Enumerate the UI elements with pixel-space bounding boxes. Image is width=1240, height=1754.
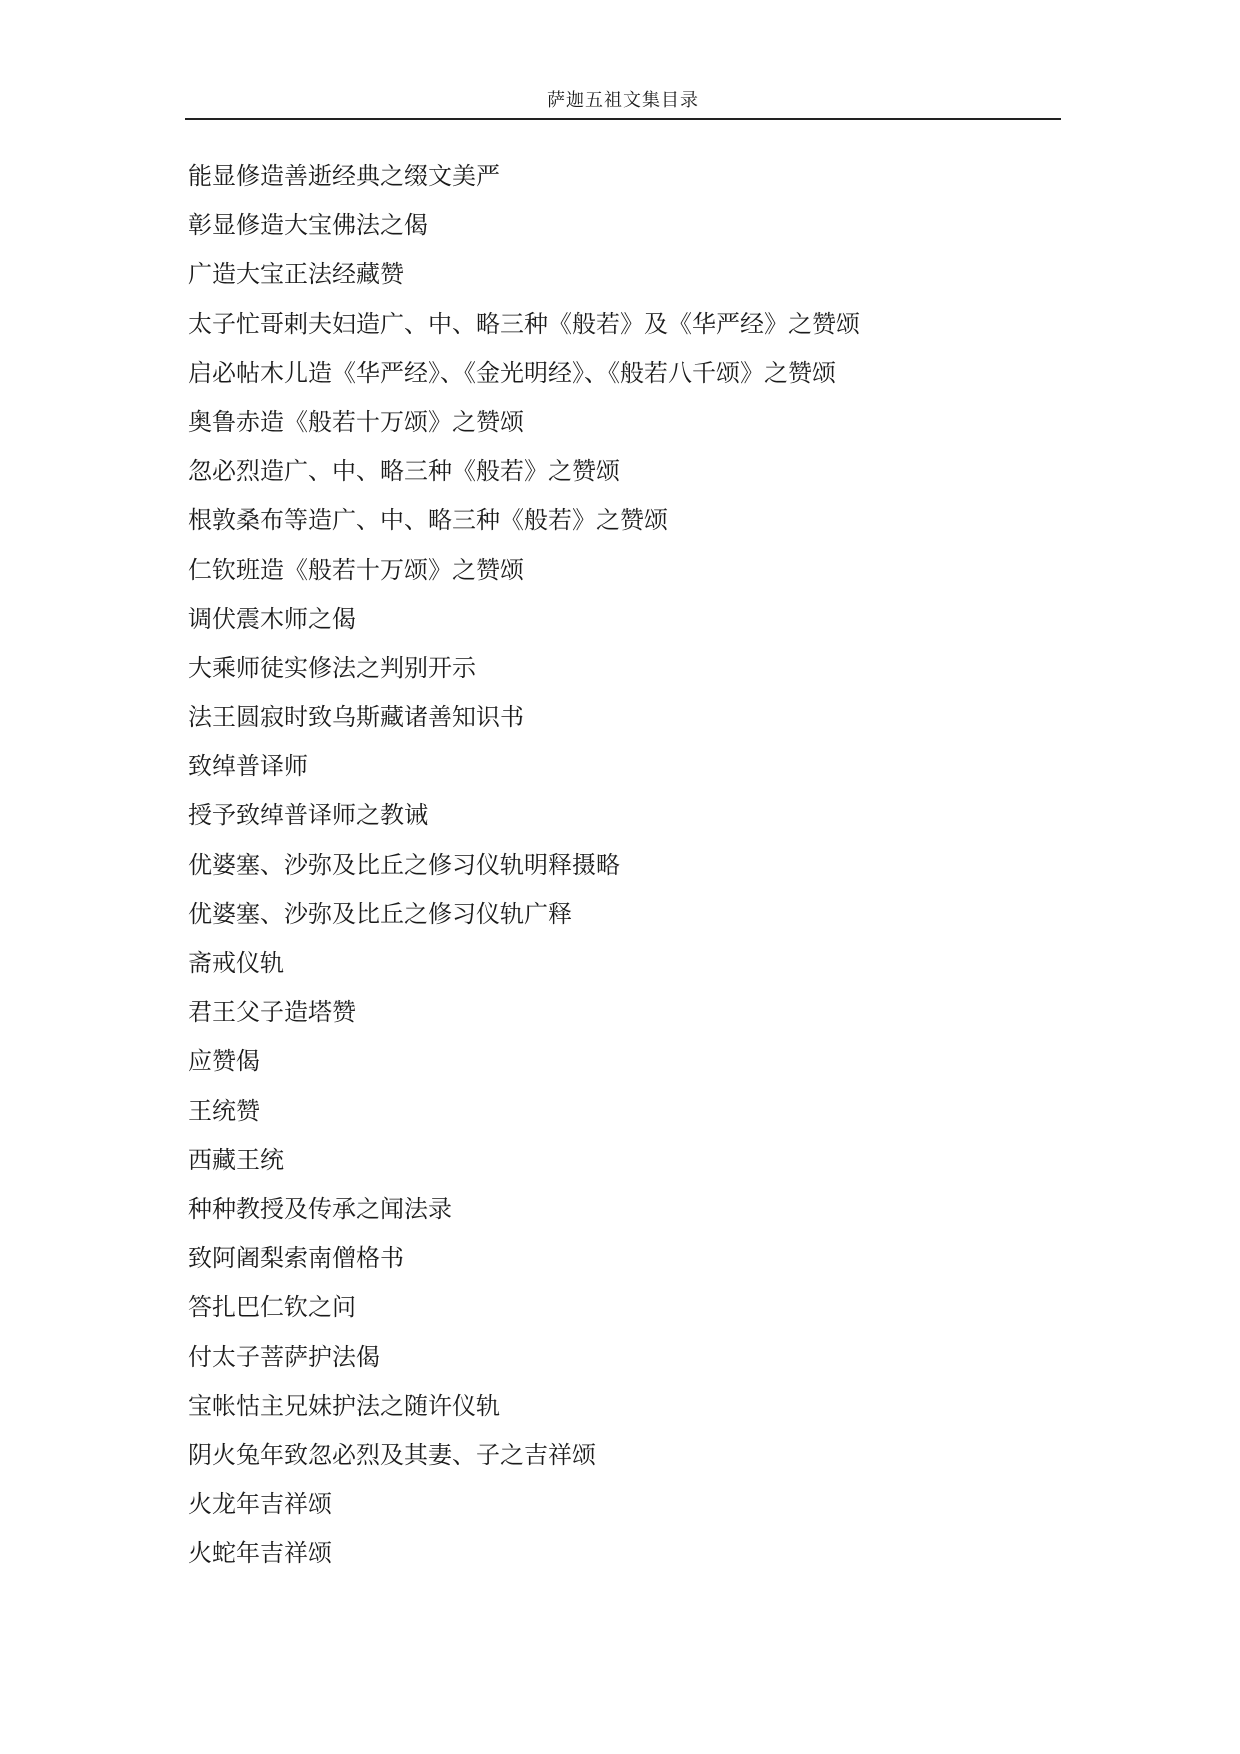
toc-list <box>188 152 860 1578</box>
toc-entry: 奥鲁赤造《般若十万颂》之赞颂 <box>188 407 524 436</box>
page-header <box>185 84 1061 120</box>
toc-entry: 火龙年吉祥颂 <box>188 1490 332 1519</box>
toc-entry: 优婆塞、沙弥及比丘之修习仪轨明释摄略 <box>188 850 620 879</box>
toc-entry: 应赞偈 <box>188 1047 260 1076</box>
toc-entry: 付太子菩萨护法偈 <box>188 1342 380 1371</box>
toc-entry: 广造大宝正法经藏赞 <box>188 260 404 289</box>
toc-entry: 根敦桑布等造广、中、略三种《般若》之赞颂 <box>188 506 668 535</box>
toc-entry: 火蛇年吉祥颂 <box>188 1539 332 1568</box>
toc-entry: 仁钦班造《般若十万颂》之赞颂 <box>188 555 524 584</box>
toc-entry: 西藏王统 <box>188 1145 284 1174</box>
toc-entry: 能显修造善逝经典之缀文美严 <box>188 162 500 190</box>
toc-entry: 法王圆寂时致乌斯藏诸善知识书 <box>188 703 524 732</box>
toc-entry: 宝帐怙主兄妹护法之随许仪轨 <box>188 1391 500 1420</box>
toc-entry: 调伏震木师之偈 <box>188 604 356 633</box>
toc-entry: 阴火兔年致忽必烈及其妻、子之吉祥颂 <box>188 1440 596 1469</box>
toc-entry: 君王父子造塔赞 <box>188 998 356 1027</box>
toc-entry: 大乘师徒实修法之判别开示 <box>188 653 476 682</box>
toc-entry: 致阿阇梨索南僧格书 <box>188 1244 404 1273</box>
toc-entry: 王统赞 <box>188 1096 260 1125</box>
toc-entry: 彰显修造大宝佛法之偈 <box>188 211 428 240</box>
toc-entry: 优婆塞、沙弥及比丘之修习仪轨广释 <box>188 899 572 928</box>
toc-entry: 斋戒仪轨 <box>188 949 284 977</box>
toc-entry: 答扎巴仁钦之问 <box>188 1293 356 1322</box>
page-header-title: 萨迦五祖文集目录 <box>547 90 699 111</box>
toc-entry: 种种教授及传承之闻法录 <box>188 1194 452 1223</box>
toc-entry: 致绰普译师 <box>188 752 308 781</box>
toc-entry: 太子忙哥剌夫妇造广、中、略三种《般若》及《华严经》之赞颂 <box>188 309 860 338</box>
toc-entry: 授予致绰普译师之教诫 <box>188 801 428 830</box>
toc-entry: 忽必烈造广、中、略三种《般若》之赞颂 <box>188 457 620 486</box>
toc-entry: 启必帖木儿造《华严经》、《金光明经》、《般若八千颂》之赞颂 <box>188 358 836 387</box>
